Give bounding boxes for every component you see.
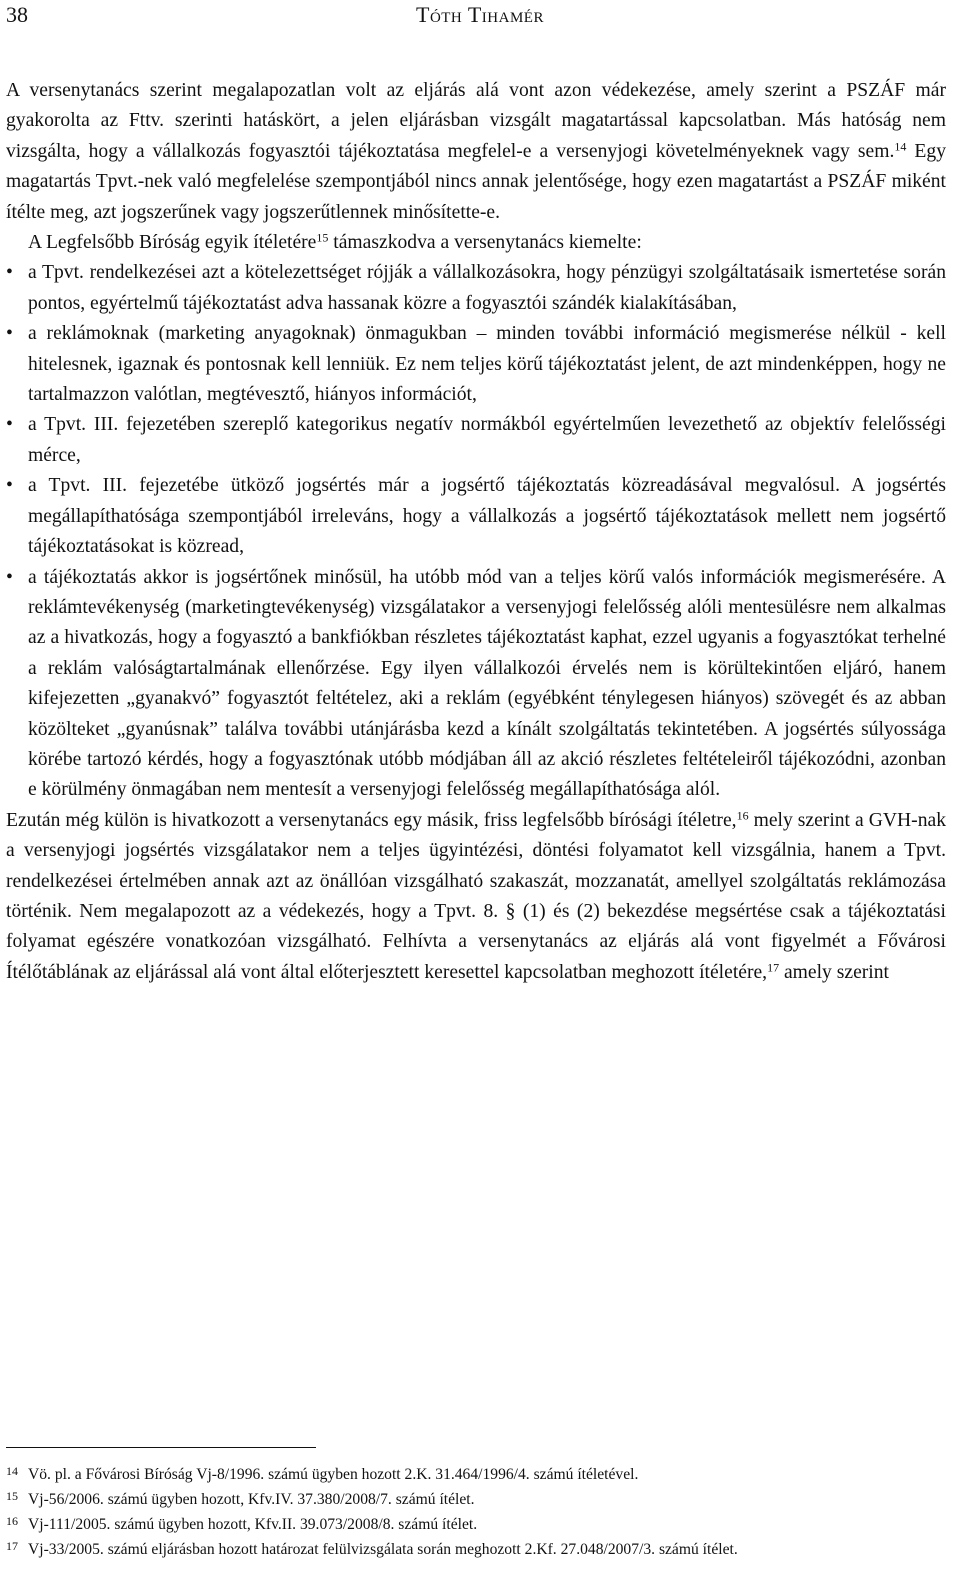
footnote-text: Vj-111/2005. számú ügyben hozott, Kfv.II. 39.073/2008/8. számú ítélet. (28, 1516, 478, 1533)
footnote-number: 16 (6, 1514, 18, 1528)
footnote-text: Vj-33/2005. számú eljárásban hozott határozat felülvizsgálata során meghozott 2.Kf. 27.048/2007/3. számú ítélet. (28, 1541, 738, 1558)
footnote-text: Vö. pl. a Fővárosi Bíróság Vj-8/1996. számú ügyben hozott 2.K. 31.464/1996/4. számú ítéletével. (28, 1466, 639, 1483)
paragraph-2-text-b: támaszkodva a versenytanács kiemelte: (328, 232, 642, 254)
paragraph-2 (6, 228, 946, 258)
bullet-item-3: • a Tpvt. III. fejezetében szereplő kategorikus negatív normákból egyértelműen levezethető az objektív felelősségi mérce, (28, 410, 946, 471)
body-text (6, 76, 946, 988)
footnote-16 (6, 1512, 946, 1537)
paragraph-3-text-a: Ezután még külön is hivatkozott a versenytanács egy másik, friss legfelsőbb bírósági ítéletre, (6, 809, 737, 831)
footnote-15 (6, 1487, 946, 1512)
bullet-list (6, 258, 946, 805)
paragraph-1 (6, 76, 946, 228)
footnotes (6, 1462, 946, 1562)
footnote-text: Vj-56/2006. számú ügyben hozott, Kfv.IV. 37.380/2008/7. számú ítélet. (28, 1491, 475, 1508)
footnote-number: 15 (6, 1489, 18, 1503)
paragraph-1-text-a: A versenytanács szerint megalapozatlan volt az eljárás alá vont azon védekezése, amely szerint a PSZÁF már gyakorolta az Fttv. szerinti hatáskört, a jelen eljárásban vizsgált magatartással kapcsolatban. Más hatóság nem vizsgálta, hogy a vállalkozás fogyasztói tájékoztatása megfelel-e a versenyjogi követelményeknek vagy sem. (6, 80, 946, 162)
paragraph-3-text-c: amely szerint (779, 961, 889, 983)
footnote-ref-17: 17 (767, 960, 780, 975)
paragraph-3-text-b: mely szerint a GVH-nak a versenyjogi jogsértés vizsgálatakor nem a teljes ügyintézési, döntési folyamatot kell vizsgálnia, hanem a Tpvt. rendelkezései értelmében annak azt az önállóan vizsgálható szakaszát, mozzanatát, amellyel szolgáltatás reklámozása történik. Nem megalapozott az a védekezés, hogy a Tpvt. 8. § (1) és (2) bekezdése megsértése csak a tájékoztatási folyamat egészére vonatkozóan vizsgálható. Felhívta a versenytanács az eljárás alá vont figyelmét a Fővárosi Ítélőtáblának az eljárással alá vont által előterjesztett keresettel kapcsolatban meghozott ítéletére, (6, 809, 947, 983)
footnote-ref-16: 16 (736, 808, 749, 823)
footnote-14 (6, 1462, 946, 1487)
paragraph-1-text-b: Egy magatartás Tpvt.-nek való megfelelése szempontjából nincs annak jelentősége, hogy ezen magatartást a PSZÁF miként ítélte meg, azt jogszerűnek vagy jogszerűtlennek minősítette-e. (6, 140, 946, 223)
running-head: Tóth Tihamér (416, 2, 544, 27)
page-number: 38 (6, 2, 28, 27)
bullet-item-1: • a Tpvt. rendelkezései azt a kötelezettséget rójják a vállalkozásokra, hogy pénzügyi szolgáltatásaik ismertetése során pontos, egyértelmű tájékoztatást adva hassanak közre a fogyasztói szándék kialakításában, (28, 258, 946, 319)
bullet-item-5: • a tájékoztatás akkor is jogsértőnek minősül, ha utóbb mód van a teljes körű valós információk megismerésére. A reklámtevékenység (marketingtevékenység) vizsgálatakor a versenyjogi felelősség alóli mentesülésre nem alkalmas az a hivatkozás, hogy a fogyasztó a bankfiókban részletes tájékoztatást kaphat, ezzel ugyanis a fogyasztókat terhelné a reklám valóságtartalmának ellenőrzése. Egy ilyen vállalkozói érvelés nem is körültekintően eljáró, hanem kifejezetten „gyanakvó” fogyasztót feltételez, aki a reklám (egyébként ténylegesen hiányos) szövegét és az abban közölteket „gyanúsnak” találva további utánjárásba kezd a kínált szolgáltatás tekintetében. A jogsértés súlyossága körébe tartozó kérdés, hogy a fogyasztónak utóbb módjában áll az akció részletes feltételeiről tájékozódni, azonban e körülmény önmagában nem mentesít a versenyjogi felelősség megállapíthatósága alól. (28, 563, 946, 806)
footnote-ref-15: 15 (316, 230, 329, 245)
footnote-ref-14: 14 (894, 139, 907, 154)
page-header (6, 2, 954, 32)
footnote-number: 14 (6, 1464, 18, 1478)
paragraph-3 (6, 806, 946, 988)
footnote-number: 17 (6, 1539, 18, 1553)
paragraph-2-text-a: A Legfelsőbb Bíróság egyik ítéletére (28, 232, 317, 254)
footnote-separator (6, 1447, 316, 1448)
bullet-item-4: • a Tpvt. III. fejezetébe ütköző jogsértés már a jogsértő tájékoztatás közreadásával megvalósul. A jogsértés megállapíthatósága szempontjából irreleváns, hogy a vállalkozás a jogsértő tájékoztatások mellett nem jogsértő tájékoztatásokat is közread, (28, 471, 946, 562)
bullet-item-2: • a reklámoknak (marketing anyagoknak) önmagukban – minden további információ megismerése nélkül - kell hitelesnek, igaznak és pontosnak kell lenniük. Ez nem teljes körű tájékoztatást jelent, de azt mindenképpen, hogy ne tartalmazzon valótlan, megtévesztő, hiányos információt, (28, 319, 946, 410)
footnote-17 (6, 1537, 946, 1562)
